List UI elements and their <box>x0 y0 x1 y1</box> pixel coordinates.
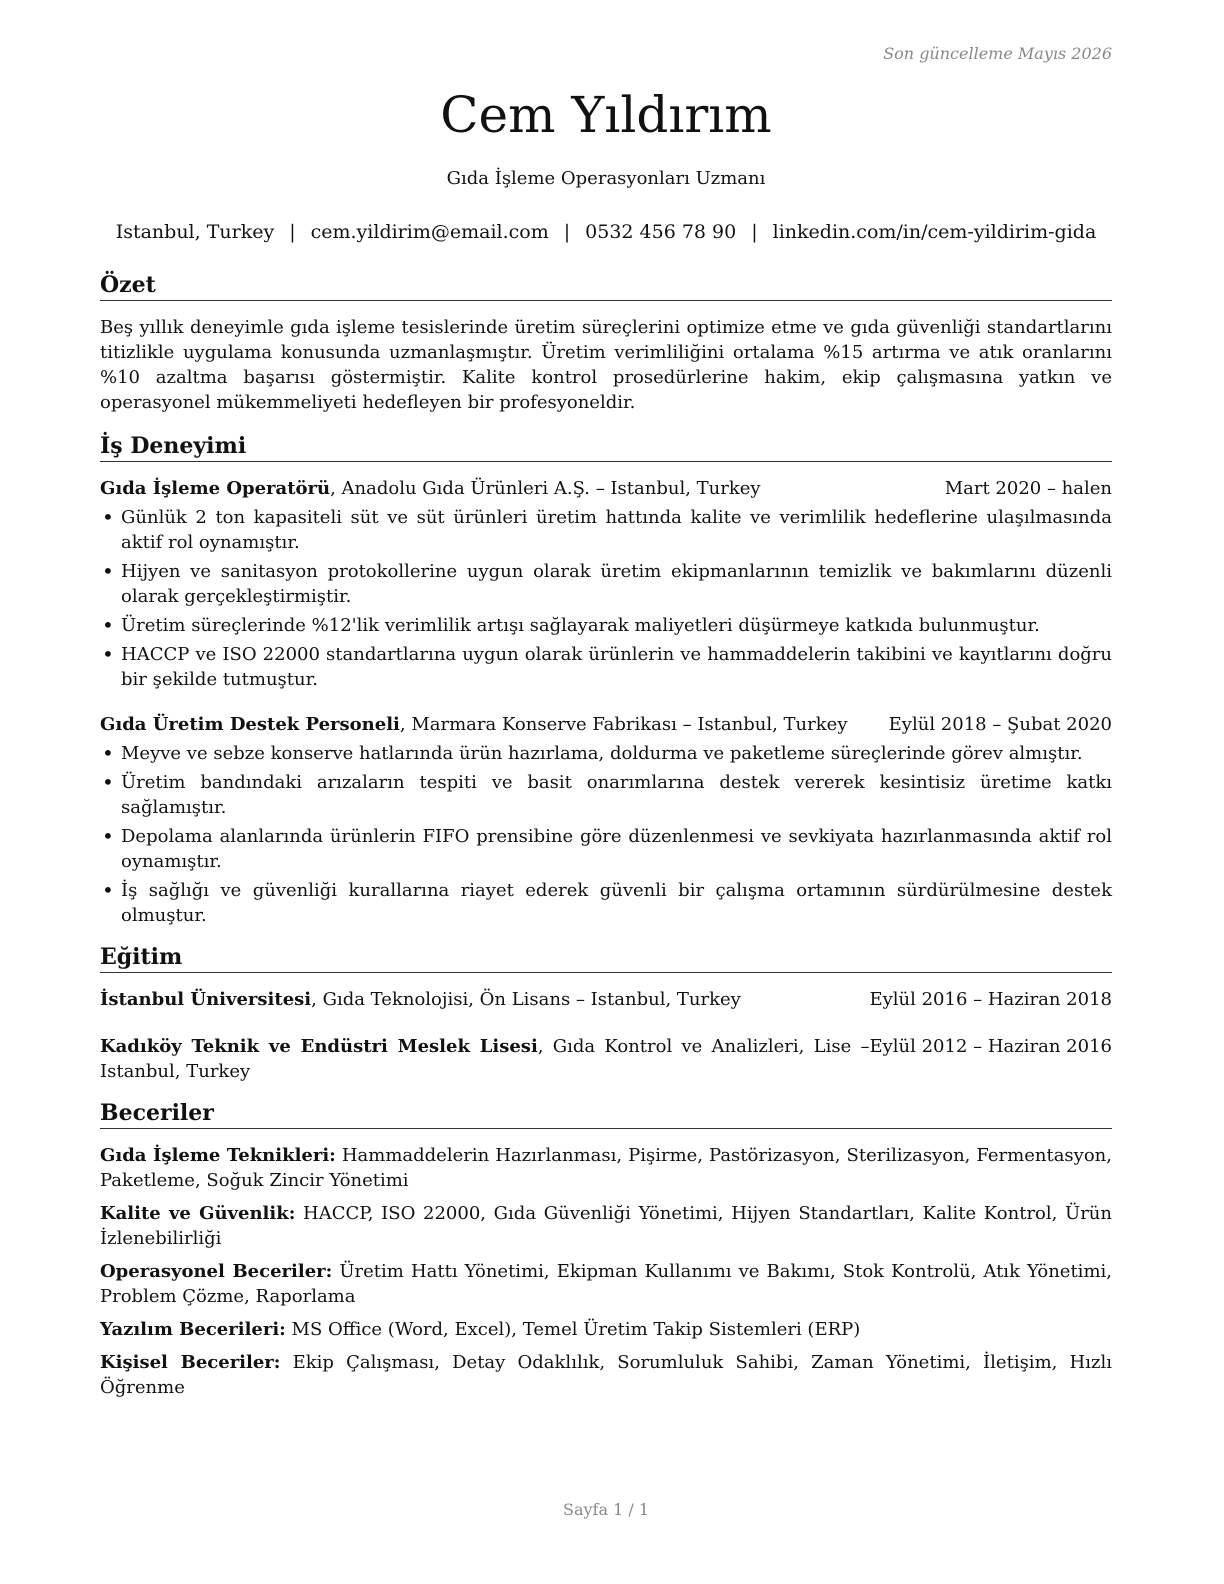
email-link[interactable]: cem.yildirim@email.com <box>310 221 549 243</box>
skill-row <box>100 1143 1112 1193</box>
job-entry <box>100 476 1112 692</box>
skill-value: Üretim Hattı Yönetimi, Ekipman Kullanımı ve Bakımı, Stok Kontrolü, Atık Yönetimi, Problem Çözme, Raporlama <box>100 1261 1112 1307</box>
school-detail: , Gıda Kontrol ve Analizleri, Lise – Istanbul, Turkey <box>100 1036 870 1082</box>
linkedin-link[interactable]: linkedin.com/in/cem-yildirim-gida <box>772 221 1097 243</box>
school-name: İstanbul Üniversitesi <box>100 989 312 1010</box>
candidate-name: Cem Yıldırım <box>440 86 772 144</box>
skill-row <box>100 1317 1112 1342</box>
skill-row <box>100 1259 1112 1309</box>
job-header <box>100 712 1112 737</box>
skill-label: Kalite ve Güvenlik: <box>100 1203 296 1224</box>
skill-value: Hammaddelerin Hazırlanması, Pişirme, Pastörizasyon, Sterilizasyon, Fermentasyon, Paketleme, Soğuk Zincir Yönetimi <box>100 1145 1112 1191</box>
job-bullet: • Üretim bandındaki arızaların tespiti ve basit onarımlarına destek vererek kesintisiz üretime katkı sağlamıştır. <box>100 770 1112 820</box>
skill-label: Yazılım Becerileri: <box>100 1319 286 1340</box>
school-name: Kadıköy Teknik ve Endüstri Meslek Lisesi <box>100 1036 538 1057</box>
job-company: , Marmara Konserve Fabrikası – Istanbul, Turkey <box>399 714 848 735</box>
resume-body <box>100 270 1112 1408</box>
job-bullet: • HACCP ve ISO 22000 standartlarına uygun olarak ürünlerin ve hammaddelerin takibini ve kayıtlarını doğru bir şekilde tutmuştur. <box>100 642 1112 692</box>
separator: | <box>751 221 758 243</box>
job-bullet: • Günlük 2 ton kapasiteli süt ve süt ürünleri üretim hattında kalite ve verimlilik hedeflerine ulaşılmasında aktif rol oynamıştır. <box>100 505 1112 555</box>
skill-row <box>100 1350 1112 1400</box>
separator: | <box>563 221 571 243</box>
phone: 0532 456 78 90 <box>585 221 737 243</box>
summary-text: Beş yıllık deneyimle gıda işleme tesislerinde üretim süreçlerini optimize etme ve gıda güvenliği standartlarını titizlikle uygulama konusunda uzmanlaşmıştır. Üretim verimliliğini ortalama %15 artırma ve atık oranlarını %10 azaltma başarısı göstermiştir. Kalite kontrol prosedürlerine hakim, ekip çalışmasına yatkın ve operasyonel mükemmeliyeti hedefleyen bir profesyoneldir. <box>100 317 1112 413</box>
skill-label: Operasyonel Beceriler: <box>100 1261 333 1282</box>
section-title-skills: Beceriler <box>100 1098 1112 1129</box>
location: Istanbul, Turkey <box>115 221 275 243</box>
separator: | <box>289 221 296 243</box>
skill-row <box>100 1201 1112 1251</box>
job-bullets <box>100 505 1112 692</box>
job-bullets <box>100 741 1112 928</box>
job-header <box>100 476 1112 501</box>
job-entry <box>100 712 1112 928</box>
job-role: Gıda İşleme Operatörü <box>100 478 331 499</box>
education-dates: Eylül 2016 – Haziran 2018 <box>869 989 1112 1010</box>
page-number: Sayfa 1 / 1 <box>562 1500 649 1519</box>
section-title-summary: Özet <box>100 270 1112 301</box>
job-bullet: • Hijyen ve sanitasyon protokollerine uygun olarak üretim ekipmanlarının temizlik ve bakımlarını düzenli olarak gerçekleştirmiştir. <box>100 559 1112 609</box>
skill-label: Kişisel Beceriler: <box>100 1352 281 1373</box>
skill-value: MS Office (Word, Excel), Temel Üretim Takip Sistemleri (ERP) <box>285 1319 861 1340</box>
skill-label: Gıda İşleme Teknikleri: <box>100 1145 336 1166</box>
job-bullet: • İş sağlığı ve güvenliği kurallarına riayet ederek güvenli bir çalışma ortamının sürdürülmesine destek olmuştur. <box>100 878 1112 928</box>
education-entry <box>100 987 1112 1012</box>
skill-value: HACCP, ISO 22000, Gıda Güvenliği Yönetimi, Hijyen Standartları, Kalite Kontrol, Ürün İzlenebilirliği <box>100 1203 1112 1249</box>
last-updated: Son güncelleme Mayıs 2026 <box>883 44 1112 63</box>
education-dates: Eylül 2012 – Haziran 2016 <box>869 1036 1112 1057</box>
job-bullet: • Depolama alanlarında ürünlerin FIFO prensibine göre düzenlenmesi ve sevkiyata hazırlanmasında aktif rol oynamıştır. <box>100 824 1112 874</box>
job-role: Gıda Üretim Destek Personeli <box>100 714 400 735</box>
school-detail: , Gıda Teknolojisi, Ön Lisans – Istanbul, Turkey <box>311 989 741 1010</box>
skill-value: Ekip Çalışması, Detay Odaklılık, Sorumluluk Sahibi, Zaman Yönetimi, İletişim, Hızlı Öğrenme <box>100 1352 1112 1398</box>
section-title-education: Eğitim <box>100 942 1112 973</box>
contact-line <box>100 219 1112 245</box>
job-company: , Anadolu Gıda Ürünleri A.Ş. – Istanbul, Turkey <box>330 478 761 499</box>
job-dates: Eylül 2018 – Şubat 2020 <box>888 714 1112 735</box>
job-dates: Mart 2020 – halen <box>944 478 1112 499</box>
section-title-experience: İş Deneyimi <box>100 431 1112 462</box>
job-bullet: • Üretim süreçlerinde %12'lik verimlilik artışı sağlayarak maliyetleri düşürmeye katkıda bulunmuştur. <box>100 613 1112 638</box>
job-title: Gıda İşleme Operasyonları Uzmanı <box>446 168 766 189</box>
job-bullet: • Meyve ve sebze konserve hatlarında ürün hazırlama, doldurma ve paketleme süreçlerinde görev almıştır. <box>100 741 1112 766</box>
education-entry <box>100 1034 1112 1084</box>
